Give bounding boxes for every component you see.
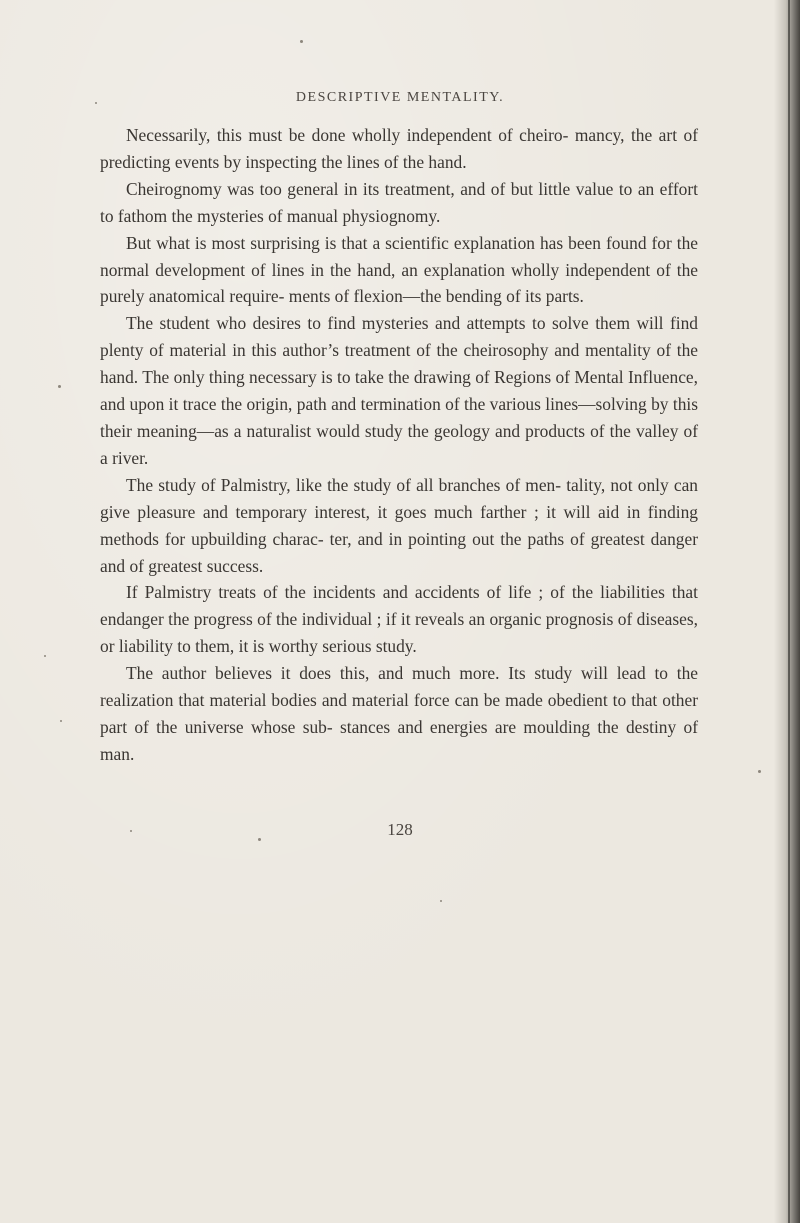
paragraph: Cheirognomy was too general in its treatment, and of but little value to an effort to fathom the mysteries of manual physiognomy. <box>100 178 698 226</box>
paragraph: Necessarily, this must be done wholly independent of cheiro- mancy, the art of predicting events by inspecting the lines of the hand. <box>100 125 698 172</box>
paper-speck <box>95 102 97 104</box>
paragraph: If Palmistry treats of the incidents and accidents of life ; of the liabilities that endanger the progress of the individual ; if it reveals an organic prognosis of diseases, or liability to them, it is worthy serious study. <box>100 582 698 657</box>
page-edge-shadow <box>774 0 800 1223</box>
paper-speck <box>60 720 62 722</box>
paper-speck <box>58 385 61 388</box>
page-edge-line <box>788 0 790 1223</box>
paper-speck <box>440 900 442 902</box>
paper-speck <box>300 40 303 43</box>
paper-speck <box>758 770 761 773</box>
paragraph: But what is most surprising is that a scientific explanation has been found for the normal development of lines in the hand, an explanation wholly independent of the purely anatomical require- ments of flexion—the bending of its parts. <box>100 232 698 307</box>
page-number: 128 <box>387 820 413 839</box>
paragraph: The study of Palmistry, like the study of all branches of men- tality, not only can give pleasure and temporary interest, it goes much farther ; it will aid in finding methods for upbuilding charac- ter, and in pointing out the paths of greatest danger and of greatest success. <box>100 474 698 576</box>
body-text <box>100 122 698 768</box>
paper-speck <box>44 655 46 657</box>
paragraph: The author believes it does this, and much more. Its study will lead to the realization that material bodies and material force can be made obedient to that other part of the universe whose sub- stances and energies are moulding the destiny of man. <box>100 663 698 764</box>
paper-speck <box>130 830 132 832</box>
paper-speck <box>258 838 261 841</box>
running-head: DESCRIPTIVE MENTALITY. <box>295 90 505 105</box>
paragraph: The student who desires to find mysteries and attempts to solve them will find plenty of material in this author’s treatment of the cheirosophy and mentality of the hand. The only thing necessary is to take the drawing of Regions of Mental Influence, and upon it trace the origin, path and termination of the various lines—solving by this their meaning—as a naturalist would study the geology and products of the valley of a river. <box>100 313 698 468</box>
